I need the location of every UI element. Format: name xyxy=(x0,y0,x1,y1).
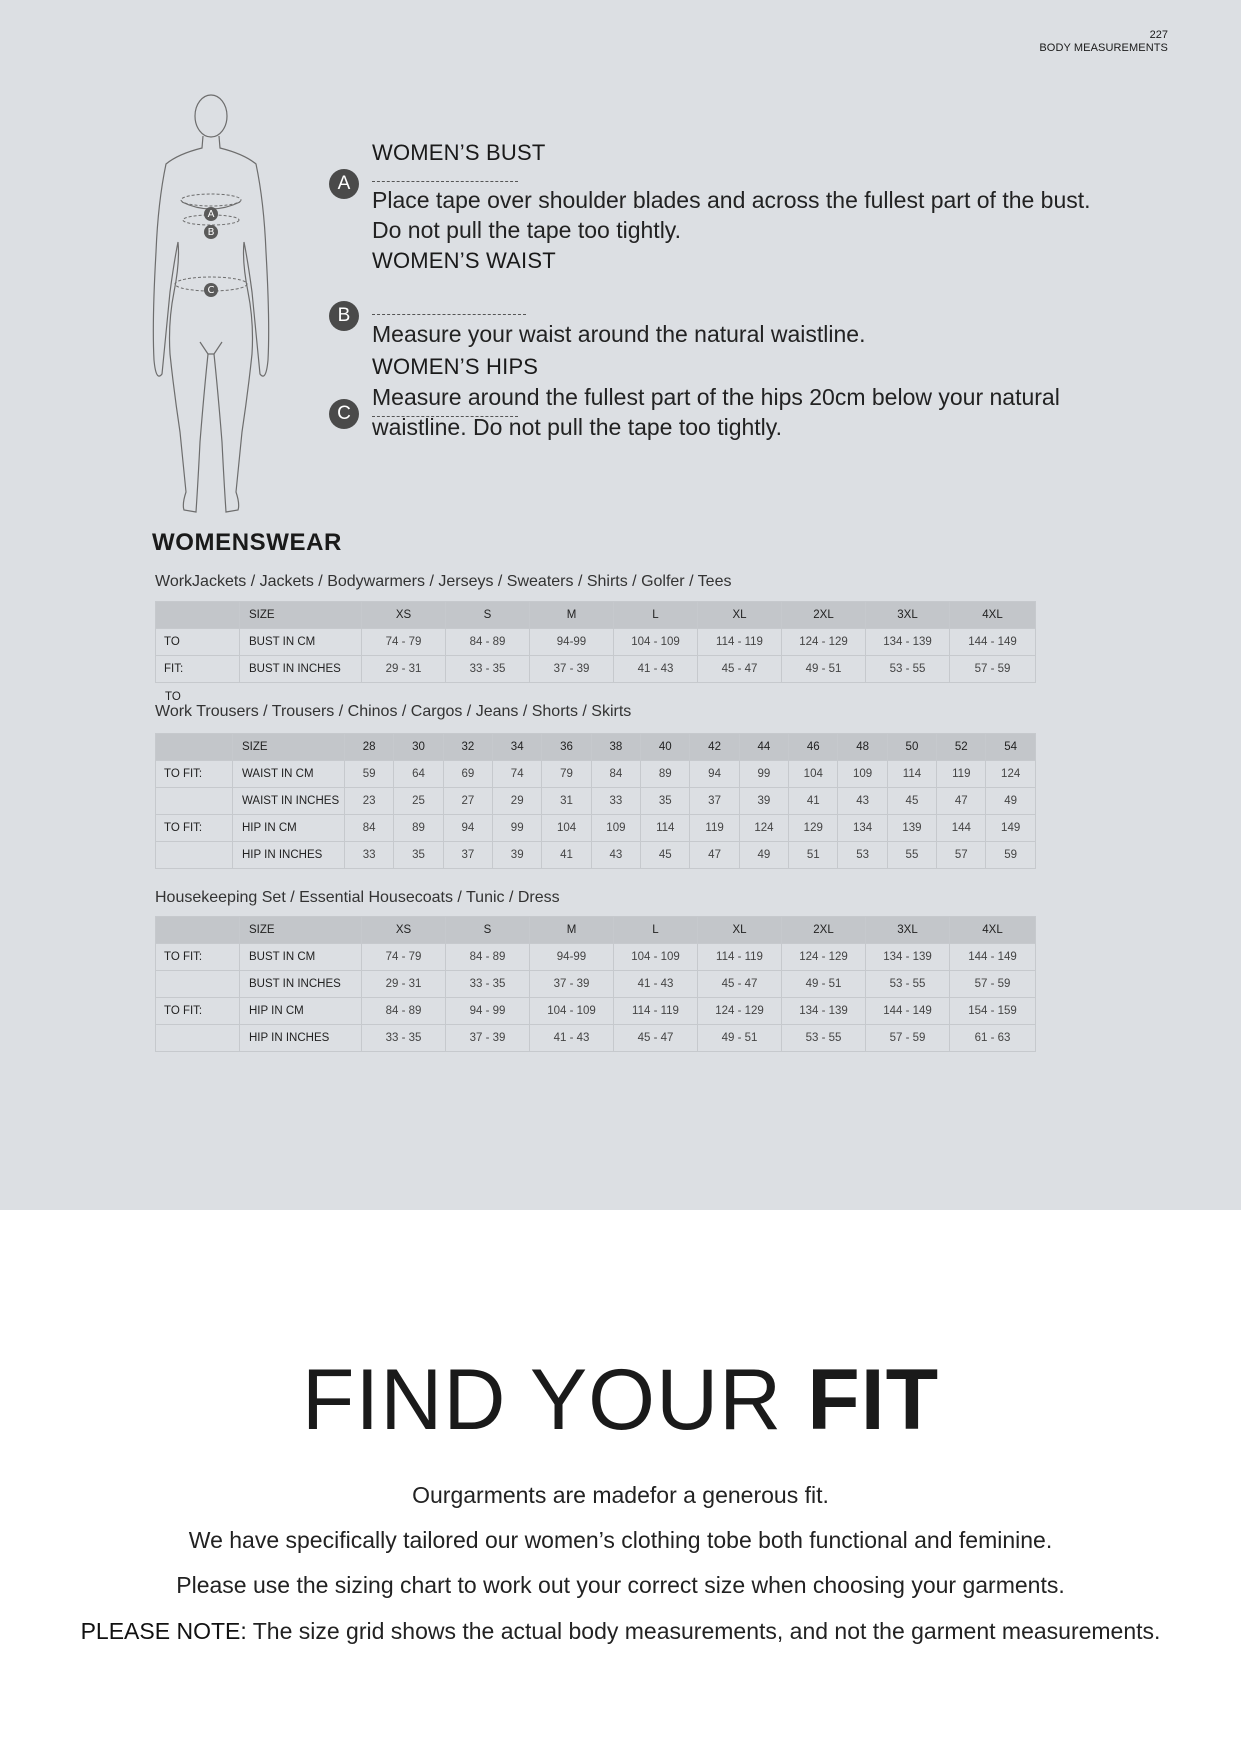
size-value-cell: 139 xyxy=(887,815,936,842)
size-value-cell: 89 xyxy=(641,761,690,788)
size-value-cell: 154 - 159 xyxy=(950,998,1036,1025)
size-value-cell: 99 xyxy=(739,761,788,788)
size-value-cell: 49 xyxy=(739,842,788,869)
size-value-cell: 57 xyxy=(937,842,986,869)
size-value-cell: 124 - 129 xyxy=(698,998,782,1025)
size-value-cell: 50 xyxy=(887,734,936,761)
size-value-cell: 144 xyxy=(937,815,986,842)
table-2-title: Work Trousers / Trousers / Chinos / Cargos / Jeans / Shorts / Skirts xyxy=(155,703,632,720)
size-value-cell: 27 xyxy=(443,788,492,815)
measure-name-cell: WAIST IN INCHES xyxy=(233,788,345,815)
hips-instructions xyxy=(372,382,1132,442)
size-value-cell: XL xyxy=(698,917,782,944)
size-value-cell: 45 - 47 xyxy=(614,1025,698,1052)
row-label-cell: TO xyxy=(156,629,240,656)
measure-name-cell: HIP IN CM xyxy=(233,815,345,842)
size-value-cell: 33 - 35 xyxy=(446,971,530,998)
table-row xyxy=(156,1025,1036,1052)
waist-line-1: Measure your waist around the natural waistline. xyxy=(372,321,866,347)
title-light: FIND YOUR xyxy=(301,1352,808,1448)
table-row xyxy=(156,761,1036,788)
hips-line-1: Measure around the fullest part of the hips 20cm below your natural xyxy=(372,384,1060,410)
fit-line-3: Please use the sizing chart to work out your correct size when choosing your garments. xyxy=(176,1572,1065,1598)
size-value-cell: 3XL xyxy=(866,917,950,944)
size-value-cell: 35 xyxy=(641,788,690,815)
size-value-cell: 134 - 139 xyxy=(782,998,866,1025)
table-1-title: WorkJackets / Jackets / Bodywarmers / Jerseys / Sweaters / Shirts / Golfer / Tees xyxy=(155,573,732,590)
size-value-cell: 59 xyxy=(345,761,394,788)
size-value-cell: 144 - 149 xyxy=(950,629,1036,656)
size-value-cell: 29 - 31 xyxy=(362,656,446,683)
size-value-cell: 144 - 149 xyxy=(866,998,950,1025)
measure-name-cell: BUST IN CM xyxy=(240,629,362,656)
size-value-cell: 41 - 43 xyxy=(530,1025,614,1052)
size-value-cell: 48 xyxy=(838,734,887,761)
size-value-cell: 37 xyxy=(690,788,739,815)
size-value-cell: 94 - 99 xyxy=(446,998,530,1025)
badge-a: A xyxy=(329,169,359,199)
size-value-cell: 114 xyxy=(641,815,690,842)
size-value-cell: 43 xyxy=(838,788,887,815)
size-value-cell: 94-99 xyxy=(530,629,614,656)
size-value-cell: 53 - 55 xyxy=(866,971,950,998)
size-value-cell: M xyxy=(530,917,614,944)
size-value-cell: S xyxy=(446,917,530,944)
size-value-cell: 57 - 59 xyxy=(866,1025,950,1052)
size-value-cell: 109 xyxy=(838,761,887,788)
size-value-cell: 28 xyxy=(345,734,394,761)
size-value-cell: 114 - 119 xyxy=(698,944,782,971)
size-value-cell: 43 xyxy=(591,842,640,869)
bust-title: WOMEN’S BUST xyxy=(372,140,546,165)
size-value-cell: 31 xyxy=(542,788,591,815)
size-value-cell: 53 - 55 xyxy=(866,656,950,683)
find-your-fit-title xyxy=(0,1350,1241,1450)
please-note-text: The size grid shows the actual body measurements, and not the garment measurements. xyxy=(246,1618,1161,1644)
size-table-jackets xyxy=(155,601,1036,683)
row-label-cell xyxy=(156,917,240,944)
size-value-cell: 104 - 109 xyxy=(614,944,698,971)
size-value-cell: 53 - 55 xyxy=(782,1025,866,1052)
size-value-cell: 49 - 51 xyxy=(698,1025,782,1052)
size-value-cell: 51 xyxy=(789,842,838,869)
waist-title: WOMEN’S WAIST xyxy=(372,248,556,273)
size-value-cell: 33 xyxy=(591,788,640,815)
hips-line-2: waistline. Do not pull the tape too tightly. xyxy=(372,414,782,440)
size-value-cell: 124 - 129 xyxy=(782,944,866,971)
size-value-cell: 84 - 89 xyxy=(362,998,446,1025)
size-value-cell: 104 xyxy=(789,761,838,788)
size-value-cell: 33 - 35 xyxy=(446,656,530,683)
size-value-cell: 49 - 51 xyxy=(782,971,866,998)
size-value-cell: 36 xyxy=(542,734,591,761)
size-value-cell: 34 xyxy=(493,734,542,761)
size-value-cell: 37 - 39 xyxy=(530,656,614,683)
size-value-cell: 134 xyxy=(838,815,887,842)
size-value-cell: 104 - 109 xyxy=(614,629,698,656)
size-value-cell: 45 - 47 xyxy=(698,971,782,998)
table-header-row xyxy=(156,602,1036,629)
table-row xyxy=(156,842,1036,869)
size-value-cell: 29 xyxy=(493,788,542,815)
size-value-cell: 94 xyxy=(443,815,492,842)
size-value-cell: 94-99 xyxy=(530,944,614,971)
size-value-cell: 41 - 43 xyxy=(614,656,698,683)
size-value-cell: 32 xyxy=(443,734,492,761)
size-value-cell: 38 xyxy=(591,734,640,761)
size-value-cell: 37 - 39 xyxy=(446,1025,530,1052)
size-value-cell: 37 - 39 xyxy=(530,971,614,998)
size-value-cell: XL xyxy=(698,602,782,629)
measure-name-cell: WAIST IN CM xyxy=(233,761,345,788)
size-value-cell: 42 xyxy=(690,734,739,761)
size-value-cell: 25 xyxy=(394,788,443,815)
size-value-cell: 41 xyxy=(542,842,591,869)
size-value-cell: 149 xyxy=(986,815,1035,842)
size-value-cell: 114 - 119 xyxy=(698,629,782,656)
row-label-cell xyxy=(156,602,240,629)
row-label-cell: TO FIT: xyxy=(156,998,240,1025)
row-label-cell xyxy=(156,971,240,998)
table-row xyxy=(156,629,1036,656)
size-value-cell: 41 - 43 xyxy=(614,971,698,998)
size-value-cell: L xyxy=(614,917,698,944)
size-value-cell: 23 xyxy=(345,788,394,815)
size-value-cell: 114 xyxy=(887,761,936,788)
fit-line-1: Ourgarments are madefor a generous fit. xyxy=(412,1482,829,1508)
bust-dash-line xyxy=(372,181,518,182)
table-row xyxy=(156,656,1036,683)
size-value-cell: 57 - 59 xyxy=(950,656,1036,683)
size-value-cell: 2XL xyxy=(782,917,866,944)
size-value-cell: 39 xyxy=(739,788,788,815)
size-value-cell: 69 xyxy=(443,761,492,788)
bust-instructions xyxy=(372,185,1132,245)
hips-title: WOMEN’S HIPS xyxy=(372,354,539,379)
title-bold: FIT xyxy=(807,1352,940,1448)
size-value-cell: 53 xyxy=(838,842,887,869)
size-value-cell: 144 - 149 xyxy=(950,944,1036,971)
size-value-cell: 33 - 35 xyxy=(362,1025,446,1052)
size-value-cell: 30 xyxy=(394,734,443,761)
size-value-cell: 2XL xyxy=(782,602,866,629)
size-value-cell: 64 xyxy=(394,761,443,788)
size-value-cell: 46 xyxy=(789,734,838,761)
row-label-cell xyxy=(156,1025,240,1052)
womenswear-heading: WOMENSWEAR xyxy=(152,529,342,556)
size-value-cell: 99 xyxy=(493,815,542,842)
size-value-cell: 39 xyxy=(493,842,542,869)
size-value-cell: 74 - 79 xyxy=(362,629,446,656)
size-value-cell: 57 - 59 xyxy=(950,971,1036,998)
table-3-title: Housekeeping Set / Essential Housecoats / Tunic / Dress xyxy=(155,889,560,906)
table-header-row xyxy=(156,917,1036,944)
size-value-cell: 41 xyxy=(789,788,838,815)
size-value-cell: 114 - 119 xyxy=(614,998,698,1025)
size-value-cell: XS xyxy=(362,917,446,944)
size-value-cell: 84 xyxy=(591,761,640,788)
measure-name-cell: BUST IN INCHES xyxy=(240,971,362,998)
size-value-cell: 74 xyxy=(493,761,542,788)
bust-line-1: Place tape over shoulder blades and across the fullest part of the bust. xyxy=(372,187,1091,213)
measure-name-cell: SIZE xyxy=(240,602,362,629)
size-value-cell: 4XL xyxy=(950,917,1036,944)
measure-name-cell: BUST IN CM xyxy=(240,944,362,971)
size-value-cell: 84 xyxy=(345,815,394,842)
size-value-cell: 29 - 31 xyxy=(362,971,446,998)
size-value-cell: 35 xyxy=(394,842,443,869)
row-label-cell xyxy=(156,734,233,761)
size-value-cell: 119 xyxy=(690,815,739,842)
size-value-cell: M xyxy=(530,602,614,629)
size-table-trousers xyxy=(155,733,1036,869)
bust-line-2: Do not pull the tape too tightly. xyxy=(372,217,681,243)
row-label-cell: TO FIT: xyxy=(156,815,233,842)
size-value-cell: 40 xyxy=(641,734,690,761)
size-value-cell: 109 xyxy=(591,815,640,842)
size-value-cell: 45 xyxy=(887,788,936,815)
body-figure-illustration xyxy=(148,92,278,520)
size-value-cell: 89 xyxy=(394,815,443,842)
size-value-cell: S xyxy=(446,602,530,629)
size-value-cell: 54 xyxy=(986,734,1035,761)
size-value-cell: 55 xyxy=(887,842,936,869)
size-value-cell: 45 xyxy=(641,842,690,869)
size-value-cell: 52 xyxy=(937,734,986,761)
measure-name-cell: SIZE xyxy=(233,734,345,761)
size-value-cell: 134 - 139 xyxy=(866,944,950,971)
measure-name-cell: HIP IN CM xyxy=(240,998,362,1025)
extra-to-label: TO xyxy=(165,691,181,703)
table-header-row xyxy=(156,734,1036,761)
size-value-cell: L xyxy=(614,602,698,629)
size-value-cell: 94 xyxy=(690,761,739,788)
size-value-cell: 119 xyxy=(937,761,986,788)
size-value-cell: 61 - 63 xyxy=(950,1025,1036,1052)
size-table-housekeeping xyxy=(155,916,1036,1052)
table-row xyxy=(156,944,1036,971)
size-value-cell: 124 xyxy=(986,761,1035,788)
size-value-cell: 37 xyxy=(443,842,492,869)
size-value-cell: 134 - 139 xyxy=(866,629,950,656)
table-row xyxy=(156,815,1036,842)
row-label-cell: FIT: xyxy=(156,656,240,683)
table-row xyxy=(156,998,1036,1025)
size-value-cell: 124 - 129 xyxy=(782,629,866,656)
size-value-cell: XS xyxy=(362,602,446,629)
badge-b: B xyxy=(329,301,359,331)
row-label-cell: TO FIT: xyxy=(156,944,240,971)
size-value-cell: 74 - 79 xyxy=(362,944,446,971)
measure-name-cell: SIZE xyxy=(240,917,362,944)
please-note xyxy=(0,1618,1241,1645)
size-value-cell: 59 xyxy=(986,842,1035,869)
size-value-cell: 47 xyxy=(690,842,739,869)
figure-label-b: B xyxy=(207,227,215,238)
measure-name-cell: HIP IN INCHES xyxy=(240,1025,362,1052)
size-value-cell: 84 - 89 xyxy=(446,629,530,656)
size-value-cell: 84 - 89 xyxy=(446,944,530,971)
size-value-cell: 49 - 51 xyxy=(782,656,866,683)
size-value-cell: 129 xyxy=(789,815,838,842)
page-section-label: BODY MEASUREMENTS xyxy=(1039,42,1168,54)
size-value-cell: 49 xyxy=(986,788,1035,815)
size-value-cell: 47 xyxy=(937,788,986,815)
figure-label-a: A xyxy=(207,209,215,220)
size-value-cell: 4XL xyxy=(950,602,1036,629)
size-value-cell: 104 xyxy=(542,815,591,842)
please-note-label: PLEASE NOTE: xyxy=(80,1618,247,1644)
page-number: 227 xyxy=(1149,29,1168,41)
row-label-cell xyxy=(156,788,233,815)
size-value-cell: 79 xyxy=(542,761,591,788)
row-label-cell xyxy=(156,842,233,869)
size-value-cell: 44 xyxy=(739,734,788,761)
size-value-cell: 3XL xyxy=(866,602,950,629)
waist-instructions xyxy=(372,319,1132,349)
size-value-cell: 124 xyxy=(739,815,788,842)
fit-line-2: We have specifically tailored our women’s clothing tobe both functional and feminine. xyxy=(188,1527,1053,1553)
measure-name-cell: HIP IN INCHES xyxy=(233,842,345,869)
size-value-cell: 45 - 47 xyxy=(698,656,782,683)
size-value-cell: 33 xyxy=(345,842,394,869)
size-value-cell: 104 - 109 xyxy=(530,998,614,1025)
waist-dash-line xyxy=(372,314,526,315)
table-row xyxy=(156,971,1036,998)
table-row xyxy=(156,788,1036,815)
row-label-cell: TO FIT: xyxy=(156,761,233,788)
figure-label-c: C xyxy=(207,285,215,296)
badge-c: C xyxy=(329,399,359,429)
measure-name-cell: BUST IN INCHES xyxy=(240,656,362,683)
